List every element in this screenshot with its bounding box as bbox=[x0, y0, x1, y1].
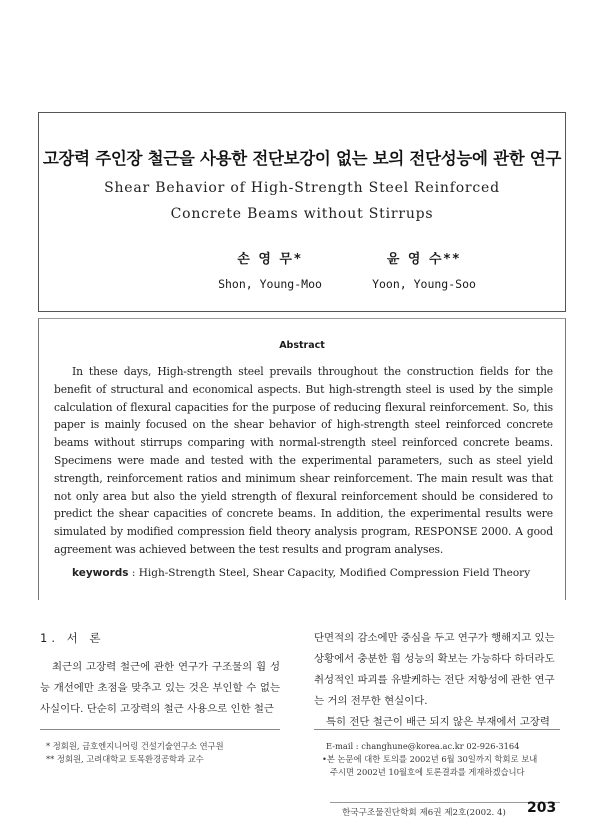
paper-title-english-line2: Concrete Beams without Stirrups bbox=[170, 206, 434, 222]
paper-title-english-line1: Shear Behavior of High-Strength Steel Reinforced bbox=[104, 180, 500, 196]
intro-right-line-5: 특히 전단 철근이 배근 되지 않은 부재에서 고장력 bbox=[326, 716, 550, 728]
footnote-divider-left bbox=[40, 729, 280, 730]
abstract-box bbox=[38, 318, 566, 600]
keywords-label: keywords bbox=[72, 567, 129, 579]
footnote-author-2: ** 정회원, 고려대학교 토목환경공학과 교수 bbox=[46, 754, 204, 764]
footnote-author-1: * 정회원, 금호엔지니어링 건설기술연구소 연구원 bbox=[46, 741, 224, 751]
author-2-name-korean: 윤 영 수** bbox=[386, 252, 462, 267]
keywords-text: : High-Strength Steel, Shear Capacity, Modified Compression Field Theory bbox=[128, 567, 531, 579]
abstract-text: In these days, High-strength steel prevails throughout the construction fields for the benefit of structural and economical aspects. But high-strength steel is used by the simple calculation of flexural capacities for the purpose of reducing flexural reinforcement. So, this paper is mainly focused on the shear behavior of high-strength steel reinforced concrete beams without stirrups comparing with normal-strength steel reinforced concrete beams. Specimens were made and tested with the experimental parameters, such as steel yield strength, reinforcement ratios and minimum shear reinforcement. The main result was that not only area but also the yield strength of flexural reinforcement should be considered to predict the shear capacities of concrete beams. In addition, the experimental results were simulated by modified compression field theory analysis program, RESPONSE 2000. A good agreement was achieved between the test results and program analyses. bbox=[54, 365, 553, 556]
section-heading-introduction: 1. 서 론 bbox=[40, 631, 105, 645]
author-1-name-english: Shon, Young-Moo bbox=[218, 277, 322, 291]
footer-journal-info: 한국구조물진단학회 제6권 제2호(2002. 4) bbox=[342, 808, 506, 818]
intro-right-line-3: 취성적인 파괴를 유발케하는 전단 저항성에 관한 연구 bbox=[314, 674, 555, 686]
author-2-name-english: Yoon, Young-Soo bbox=[372, 277, 476, 291]
intro-right-line-2: 상황에서 충분한 휨 성능의 확보는 가능하다 하더라도 bbox=[314, 653, 555, 665]
footnote-discussion-2: 주시면 2002년 10월호에 토론결과를 게재하겠습니다 bbox=[330, 767, 525, 777]
title-box bbox=[38, 112, 566, 312]
page-number: 203 bbox=[527, 800, 557, 816]
footer-divider bbox=[330, 802, 560, 803]
abstract-heading: Abstract bbox=[279, 340, 325, 351]
body-left-column bbox=[40, 628, 280, 720]
footnote-email: E-mail : changhune@korea.ac.kr 02-926-3164 bbox=[326, 741, 520, 751]
author-1 bbox=[185, 248, 355, 291]
body-right-column bbox=[314, 628, 560, 733]
intro-paragraph-left: 최근의 고장력 철근에 관한 연구가 구조물의 휨 성능 개선에만 초점을 맞추고 있는 것은 부인할 수 없는 사실이다. 단순히 고장력의 철근 사용으로 인한 철근 bbox=[40, 661, 280, 715]
paper-title-korean: 고장력 주인장 철근을 사용한 전단보강이 없는 보의 전단성능에 관한 연구 bbox=[42, 149, 562, 168]
intro-right-line-4: 는 거의 전무한 현실이다. bbox=[314, 695, 428, 707]
author-2 bbox=[339, 248, 509, 291]
author-1-name-korean: 손 영 무* bbox=[237, 252, 303, 267]
intro-right-line-1: 단면적의 감소에만 중심을 두고 연구가 행해지고 있는 bbox=[314, 632, 555, 644]
footnote-discussion-1: •본 논문에 대한 토의를 2002년 6월 30일까지 학회로 보내 bbox=[322, 754, 538, 764]
keywords-line bbox=[72, 567, 530, 579]
footnote-divider-right bbox=[314, 729, 560, 730]
